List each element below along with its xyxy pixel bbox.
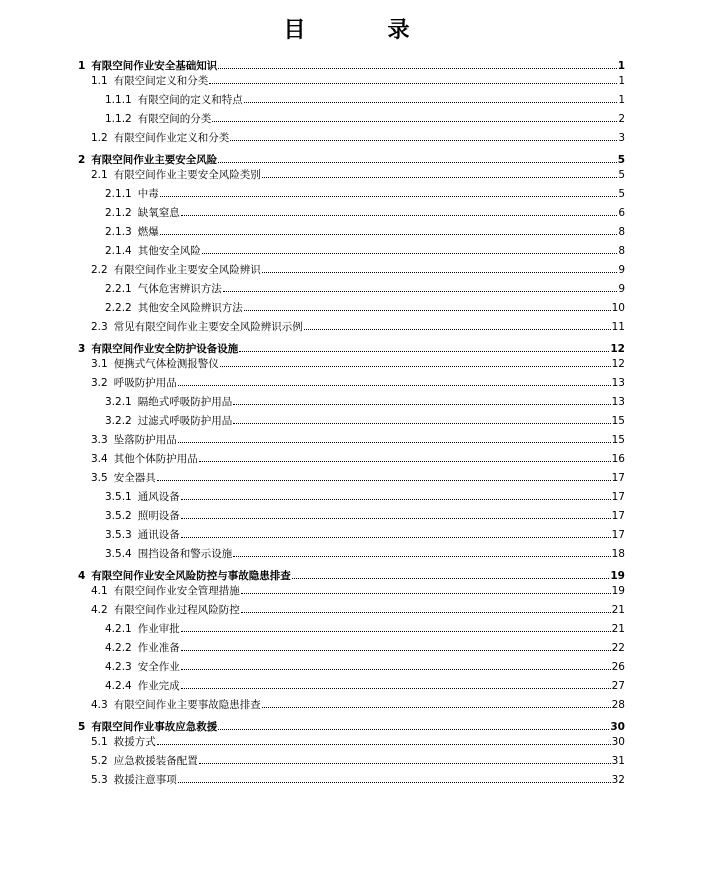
toc-dot-leader: [233, 422, 610, 424]
toc-dot-leader: [239, 350, 609, 352]
toc-entry-page: 15: [611, 434, 625, 446]
toc-entry-title: 有限空间定义和分类: [113, 75, 209, 87]
toc-entry-page: 28: [611, 699, 625, 711]
toc-dot-leader: [209, 82, 617, 84]
toc-entry-page: 10: [611, 302, 625, 314]
toc-entry-title: 安全作业: [137, 661, 180, 673]
toc-entry-number: 4.2: [91, 604, 108, 616]
toc-dot-leader: [160, 233, 618, 235]
toc-entry[interactable]: [78, 604, 625, 623]
toc-entry-title: 坠落防护用品: [113, 434, 177, 446]
toc-entry[interactable]: [78, 718, 625, 736]
toc-entry[interactable]: [78, 415, 625, 434]
toc-entry-number: 2.2: [91, 264, 108, 276]
toc-entry-page: 30: [610, 721, 625, 733]
toc-entry-page: 17: [611, 491, 625, 503]
toc-entry-page: 8: [618, 245, 625, 257]
toc-dot-leader: [233, 403, 610, 405]
toc-entry-title: 有限空间作业主要安全风险: [91, 154, 218, 166]
toc-entry[interactable]: [78, 548, 625, 567]
toc-entry-number: 3.2: [91, 377, 108, 389]
toc-entry[interactable]: [78, 151, 625, 169]
toc-entry-page: 12: [611, 358, 625, 370]
toc-entry-page: 15: [611, 415, 625, 427]
toc-entry-title: 气体危害辨识方法: [137, 283, 222, 295]
toc-entry[interactable]: [78, 510, 625, 529]
toc-entry-number: 1.1.2: [105, 113, 132, 125]
toc-entry-page: 11: [611, 321, 625, 333]
toc-dot-leader: [178, 441, 611, 443]
toc-entry-number: 3.2.2: [105, 415, 132, 427]
toc-entry-page: 16: [611, 453, 625, 465]
toc-entry[interactable]: [78, 567, 625, 585]
toc-entry-number: 3.5.1: [105, 491, 132, 503]
toc-entry-page: 12: [610, 343, 625, 355]
toc-entry-page: 13: [611, 377, 625, 389]
toc-entry-page: 17: [611, 472, 625, 484]
toc-entry-number: 2: [78, 154, 86, 166]
toc-entry-number: 2.1.1: [105, 188, 132, 200]
toc-entry-number: 4: [78, 570, 86, 582]
toc-entry-title: 有限空间作业主要安全风险辨识: [113, 264, 261, 276]
toc-entry-number: 2.3: [91, 321, 108, 333]
toc-entry-number: 5: [78, 721, 86, 733]
toc-entry-number: 5.2: [91, 755, 108, 767]
toc-dot-leader: [262, 706, 611, 708]
toc-entry-page: 6: [618, 207, 625, 219]
toc-entry-title: 其他个体防护用品: [113, 453, 198, 465]
toc-dot-leader: [178, 781, 611, 783]
toc-entry-page: 9: [618, 264, 625, 276]
toc-entry-page: 19: [611, 585, 625, 597]
toc-entry-title: 其他安全风险辨识方法: [137, 302, 243, 314]
toc-entry[interactable]: [78, 755, 625, 774]
toc-entry-title: 隔绝式呼吸防护用品: [137, 396, 233, 408]
toc-entry[interactable]: [78, 642, 625, 661]
toc-entry[interactable]: [78, 680, 625, 699]
toc-entry-title: 通风设备: [137, 491, 180, 503]
toc-entry-page: 1: [618, 94, 625, 106]
toc-entry-page: 30: [611, 736, 625, 748]
toc-dot-leader: [181, 687, 611, 689]
toc-entry-title: 便携式气体检测报警仪: [113, 358, 219, 370]
toc-entry[interactable]: [78, 396, 625, 415]
toc-entry-title: 安全器具: [113, 472, 156, 484]
toc-entry-number: 3.5.4: [105, 548, 132, 560]
toc-entry[interactable]: [78, 472, 625, 491]
toc-dot-leader: [218, 67, 616, 69]
toc-dot-leader: [241, 592, 611, 594]
toc-entry[interactable]: [78, 188, 625, 207]
toc-entry-number: 1.1: [91, 75, 108, 87]
toc-entry-page: 19: [610, 570, 625, 582]
toc-entry[interactable]: [78, 434, 625, 453]
page-title: 目 录: [283, 18, 440, 43]
toc-dot-leader: [160, 195, 618, 197]
toc-entry-title: 中毒: [137, 188, 159, 200]
toc-dot-leader: [199, 460, 611, 462]
toc-entry-number: 4.2.4: [105, 680, 132, 692]
toc-entry-number: 2.2.1: [105, 283, 132, 295]
toc-entry[interactable]: [78, 264, 625, 283]
toc-entry-number: 2.1: [91, 169, 108, 181]
toc-entry-page: 5: [618, 188, 625, 200]
toc-dot-leader: [157, 743, 611, 745]
toc-entry-number: 2.1.2: [105, 207, 132, 219]
toc-entry-number: 2.1.4: [105, 245, 132, 257]
toc-entry-page: 8: [618, 226, 625, 238]
toc-entry-title: 通讯设备: [137, 529, 180, 541]
toc-entry-number: 2.1.3: [105, 226, 132, 238]
toc-entry-title: 常见有限空间作业主要安全风险辨识示例: [113, 321, 303, 333]
toc-dot-leader: [230, 139, 617, 141]
toc-entry[interactable]: [78, 774, 625, 793]
toc-dot-leader: [202, 252, 618, 254]
toc-dot-leader: [223, 290, 618, 292]
toc-entry-page: 27: [611, 680, 625, 692]
toc-entry[interactable]: [78, 321, 625, 340]
toc-entry-page: 2: [618, 113, 625, 125]
toc-entry-page: 17: [611, 529, 625, 541]
toc-entry[interactable]: [78, 113, 625, 132]
toc-entry-number: 5.3: [91, 774, 108, 786]
toc-entry-title: 有限空间作业事故应急救援: [91, 721, 218, 733]
toc-entry-page: 31: [611, 755, 625, 767]
toc-entry-number: 2.2.2: [105, 302, 132, 314]
toc-dot-leader: [244, 101, 618, 103]
toc-entry-number: 3.2.1: [105, 396, 132, 408]
toc-entry-title: 救援方式: [113, 736, 156, 748]
toc-entry-title: 燃爆: [137, 226, 159, 238]
toc-dot-leader: [212, 120, 617, 122]
toc-entry[interactable]: [78, 358, 625, 377]
toc-entry[interactable]: [78, 453, 625, 472]
toc-entry-title: 有限空间作业安全基础知识: [91, 60, 218, 72]
toc-entry-page: 13: [611, 396, 625, 408]
toc-entry-title: 过滤式呼吸防护用品: [137, 415, 233, 427]
toc-dot-leader: [181, 214, 618, 216]
toc-dot-leader: [292, 577, 610, 579]
toc-dot-leader: [304, 328, 611, 330]
toc-entry-number: 4.1: [91, 585, 108, 597]
toc-entry[interactable]: [78, 58, 625, 75]
toc-dot-leader: [181, 517, 611, 519]
toc-entry-page: 32: [611, 774, 625, 786]
toc-dot-leader: [181, 536, 611, 538]
toc-entry-number: 1: [78, 60, 86, 72]
toc-dot-leader: [244, 309, 611, 311]
toc-entry-number: 4.2.2: [105, 642, 132, 654]
toc-dot-leader: [178, 384, 611, 386]
toc-dot-leader: [218, 161, 616, 163]
toc-entry-title: 有限空间作业主要事故隐患排查: [113, 699, 261, 711]
toc-entry-page: 5: [617, 154, 625, 166]
toc-dot-leader: [181, 630, 611, 632]
toc-entry-title: 救援注意事项: [113, 774, 177, 786]
toc-entry-number: 4.2.3: [105, 661, 132, 673]
toc-entry[interactable]: [78, 736, 625, 755]
toc-dot-leader: [220, 365, 611, 367]
toc-dot-leader: [233, 555, 610, 557]
toc-entry-title: 呼吸防护用品: [113, 377, 177, 389]
toc-entry-title: 作业准备: [137, 642, 180, 654]
toc-entry-title: 作业审批: [137, 623, 180, 635]
toc-entry-page: 9: [618, 283, 625, 295]
toc-entry-title: 其他安全风险: [137, 245, 201, 257]
toc-entry-page: 22: [611, 642, 625, 654]
toc-entry-title: 照明设备: [137, 510, 180, 522]
toc-entry-title: 有限空间的分类: [137, 113, 212, 125]
toc-entry[interactable]: [78, 283, 625, 302]
toc-entry-title: 有限空间的定义和特点: [137, 94, 243, 106]
toc-entry-title: 有限空间作业安全风险防控与事故隐患排查: [91, 570, 291, 582]
toc-entry-number: 3.5: [91, 472, 108, 484]
toc-entry[interactable]: [78, 491, 625, 510]
toc-entry-title: 应急救援装备配置: [113, 755, 198, 767]
toc-entry-title: 有限空间作业安全管理措施: [113, 585, 240, 597]
toc-entry-title: 围挡设备和警示设施: [137, 548, 233, 560]
toc-entry-number: 3.4: [91, 453, 108, 465]
toc-dot-leader: [241, 611, 611, 613]
toc-entry-title: 有限空间作业定义和分类: [113, 132, 230, 144]
toc-entry-page: 3: [618, 132, 625, 144]
toc-entry[interactable]: [78, 75, 625, 94]
toc-entry-number: 5.1: [91, 736, 108, 748]
toc-entry-number: 4.2.1: [105, 623, 132, 635]
toc-entry-number: 3.5.2: [105, 510, 132, 522]
toc-entry-number: 1.1.1: [105, 94, 132, 106]
toc-entry-page: 21: [611, 623, 625, 635]
toc-entry[interactable]: [78, 529, 625, 548]
toc-entry[interactable]: [78, 245, 625, 264]
toc-entry[interactable]: [78, 302, 625, 321]
toc-dot-leader: [262, 271, 618, 273]
toc-entry[interactable]: [78, 623, 625, 642]
toc-entry[interactable]: [78, 699, 625, 718]
toc-entry-title: 有限空间作业主要安全风险类别: [113, 169, 261, 181]
toc-dot-leader: [262, 176, 618, 178]
toc-entry-title: 缺氧窒息: [137, 207, 180, 219]
toc-entry-number: 3.5.3: [105, 529, 132, 541]
toc-entry[interactable]: [78, 340, 625, 358]
toc-entry-page: 18: [611, 548, 625, 560]
toc-entry[interactable]: [78, 169, 625, 188]
toc-entry-number: 1.2: [91, 132, 108, 144]
toc-entry[interactable]: [78, 94, 625, 113]
toc-entry-title: 有限空间作业过程风险防控: [113, 604, 240, 616]
table-of-contents: [78, 58, 625, 793]
toc-entry[interactable]: [78, 377, 625, 396]
toc-dot-leader: [157, 479, 611, 481]
toc-entry-number: 4.3: [91, 699, 108, 711]
toc-entry[interactable]: [78, 226, 625, 245]
toc-entry-page: 5: [618, 169, 625, 181]
toc-entry-number: 3: [78, 343, 86, 355]
toc-dot-leader: [199, 762, 611, 764]
toc-dot-leader: [181, 649, 611, 651]
toc-entry-page: 17: [611, 510, 625, 522]
toc-entry-page: 1: [617, 60, 625, 72]
toc-entry[interactable]: [78, 132, 625, 151]
toc-dot-leader: [181, 668, 611, 670]
toc-entry-number: 3.1: [91, 358, 108, 370]
toc-entry-page: 21: [611, 604, 625, 616]
toc-dot-leader: [181, 498, 611, 500]
toc-entry-title: 作业完成: [137, 680, 180, 692]
toc-entry-number: 3.3: [91, 434, 108, 446]
toc-entry[interactable]: [78, 661, 625, 680]
toc-entry-page: 1: [618, 75, 625, 87]
toc-entry-title: 有限空间作业安全防护设备设施: [91, 343, 239, 355]
toc-dot-leader: [218, 728, 609, 730]
toc-entry[interactable]: [78, 207, 625, 226]
toc-entry-page: 26: [611, 661, 625, 673]
toc-entry[interactable]: [78, 585, 625, 604]
